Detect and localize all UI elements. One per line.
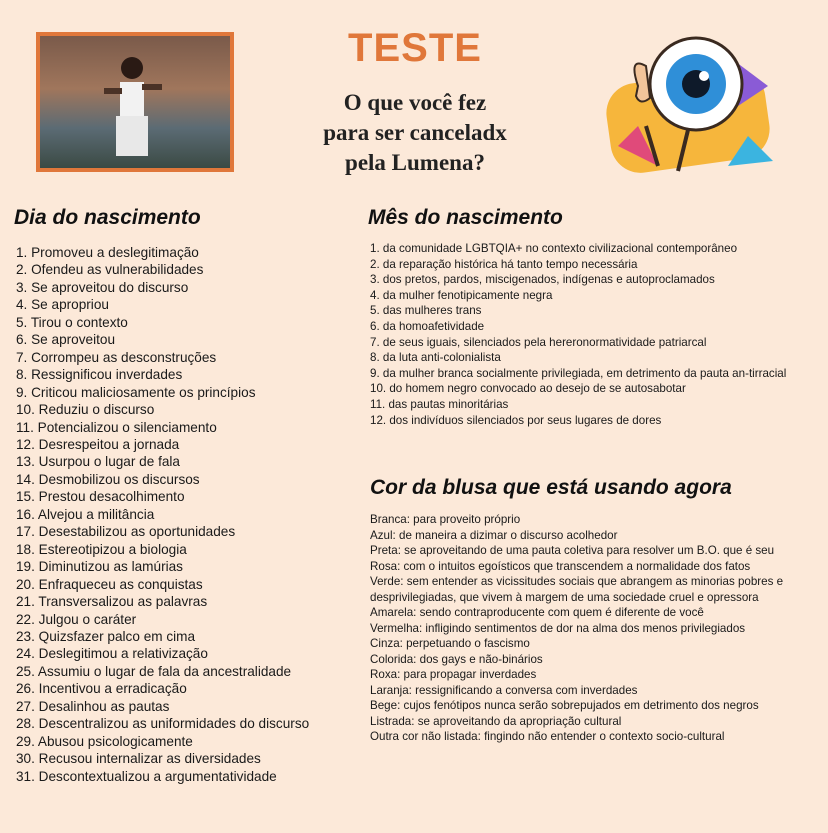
shirt-list — [370, 512, 812, 745]
list-item: 31. Descontextualizou a argumentatividade — [16, 768, 277, 784]
list-item: 2. Ofendeu as vulnerabilidades — [16, 262, 204, 278]
list-item: Azul: de maneira a dizimar o discurso acolhedor — [370, 528, 618, 542]
list-item: 8. Ressignificou inverdades — [16, 367, 183, 383]
photo — [36, 32, 234, 172]
list-item: 25. Assumiu o lugar de fala da ancestralidade — [16, 663, 292, 679]
list-item: Roxa: para propagar inverdades — [370, 668, 537, 681]
list-item: 27. Desalinhou as pautas — [16, 698, 170, 714]
list-item: 7. Corrompeu as desconstruções — [16, 349, 217, 365]
list-item: Vermelha: infligindo sentimentos de dor na alma dos menos privilegiados — [370, 621, 746, 635]
eye-logo-icon — [578, 26, 778, 176]
list-item: 29. Abusou psicologicamente — [16, 733, 193, 749]
list-item: 24. Deslegitimou a relativização — [16, 646, 208, 662]
list-item: Rosa: com o intuitos egoísticos que transcendem a normalidade dos fatos — [370, 559, 751, 573]
list-item: 11. das pautas minoritárias — [370, 397, 509, 411]
page-subtitle: O que você fez para ser canceladx pela Lumena? — [323, 90, 507, 175]
list-item: 28. Descentralizou as uniformidades do discurso — [16, 716, 310, 732]
page-title: TESTE — [348, 26, 482, 70]
list-item: 3. Se aproveitou do discurso — [16, 279, 189, 295]
list-item: Verde: sem entender as vicissitudes sociais que abrangem as minorias pobres e desprivilegiadas, que vivem à margem de uma sociedade cruel e opressora — [370, 575, 784, 604]
list-item: Outra cor não listada: fingindo não entender o contexto socio-cultural — [370, 730, 725, 743]
list-item: Cinza: perpetuando o fascismo — [370, 637, 530, 650]
list-item: Amarela: sendo contraproducente com quem é diferente de você — [370, 606, 704, 619]
list-item: 10. Reduziu o discurso — [16, 402, 155, 418]
list-item: 13. Usurpou o lugar de fala — [16, 454, 180, 470]
person-figure-icon — [102, 54, 162, 172]
month-list — [370, 241, 798, 428]
list-item: 26. Incentivou a erradicação — [16, 681, 187, 697]
list-item: 21. Transversalizou as palavras — [16, 594, 208, 610]
list-item: Bege: cujos fenótipos nunca serão sobrepujados em detrimento dos negros — [370, 699, 759, 712]
list-item: 4. da mulher fenotipicamente negra — [370, 288, 553, 302]
list-item: 5. das mulheres trans — [370, 304, 482, 318]
list-item: 20. Enfraqueceu as conquistas — [16, 576, 203, 592]
list-item: 22. Julgou o caráter — [16, 611, 137, 627]
list-item: 2. da reparação histórica há tanto tempo necessária — [370, 257, 638, 271]
list-item: 12. dos indivíduos silenciados por seus lugares de dores — [370, 413, 662, 427]
list-item: 6. da homoafetividade — [370, 319, 485, 333]
shirt-heading: Cor da blusa que está usando agora — [370, 476, 732, 499]
list-item: 1. Promoveu a deslegitimação — [16, 245, 199, 260]
month-heading: Mês do nascimento — [368, 206, 563, 229]
list-item: Colorida: dos gays e não-binários — [370, 652, 543, 666]
list-item: 9. da mulher branca socialmente privilegiada, em detrimento da pauta an-tirracial — [370, 366, 787, 380]
list-item: 17. Desestabilizou as oportunidades — [16, 524, 236, 540]
day-heading: Dia do nascimento — [14, 206, 201, 229]
list-item: 4. Se apropriou — [16, 297, 109, 313]
list-item: 16. Alvejou a militância — [16, 506, 155, 522]
list-item: 11. Potencializou o silenciamento — [16, 419, 217, 435]
list-item: 3. dos pretos, pardos, miscigenados, indígenas e autoproclamados — [370, 273, 715, 287]
list-item: Listrada: se aproveitando da apropriação cultural — [370, 714, 622, 728]
list-item: Branca: para proveito próprio — [370, 513, 521, 526]
list-item: 6. Se aproveitou — [16, 332, 115, 348]
list-item: 9. Criticou maliciosamente os princípios — [16, 384, 256, 400]
list-item: 10. do homem negro convocado ao desejo de se autosabotar — [370, 382, 686, 396]
list-item: 1. da comunidade LGBTQIA+ no contexto civilizacional contemporâneo — [370, 242, 738, 255]
day-list — [16, 244, 309, 785]
list-item: 18. Estereotipizou a biologia — [16, 541, 187, 557]
list-item: 23. Quizsfazer palco em cima — [16, 628, 196, 644]
list-item: 5. Tirou o contexto — [16, 314, 128, 330]
list-item: 15. Prestou desacolhimento — [16, 489, 185, 505]
list-item: Laranja: ressignificando a conversa com inverdades — [370, 683, 638, 697]
list-item: 7. de seus iguais, silenciados pela hereronormatividade patriarcal — [370, 335, 707, 349]
list-item: 8. da luta anti-colonialista — [370, 351, 501, 365]
list-item: Preta: se aproveitando de uma pauta coletiva para resolver um B.O. que é seu — [370, 544, 775, 557]
list-item: 12. Desrespeitou a jornada — [16, 436, 180, 452]
list-item: 14. Desmobilizou os discursos — [16, 471, 200, 487]
list-item: 19. Diminutizou as lamúrias — [16, 559, 183, 575]
list-item: 30. Recusou internalizar as diversidades — [16, 751, 261, 767]
